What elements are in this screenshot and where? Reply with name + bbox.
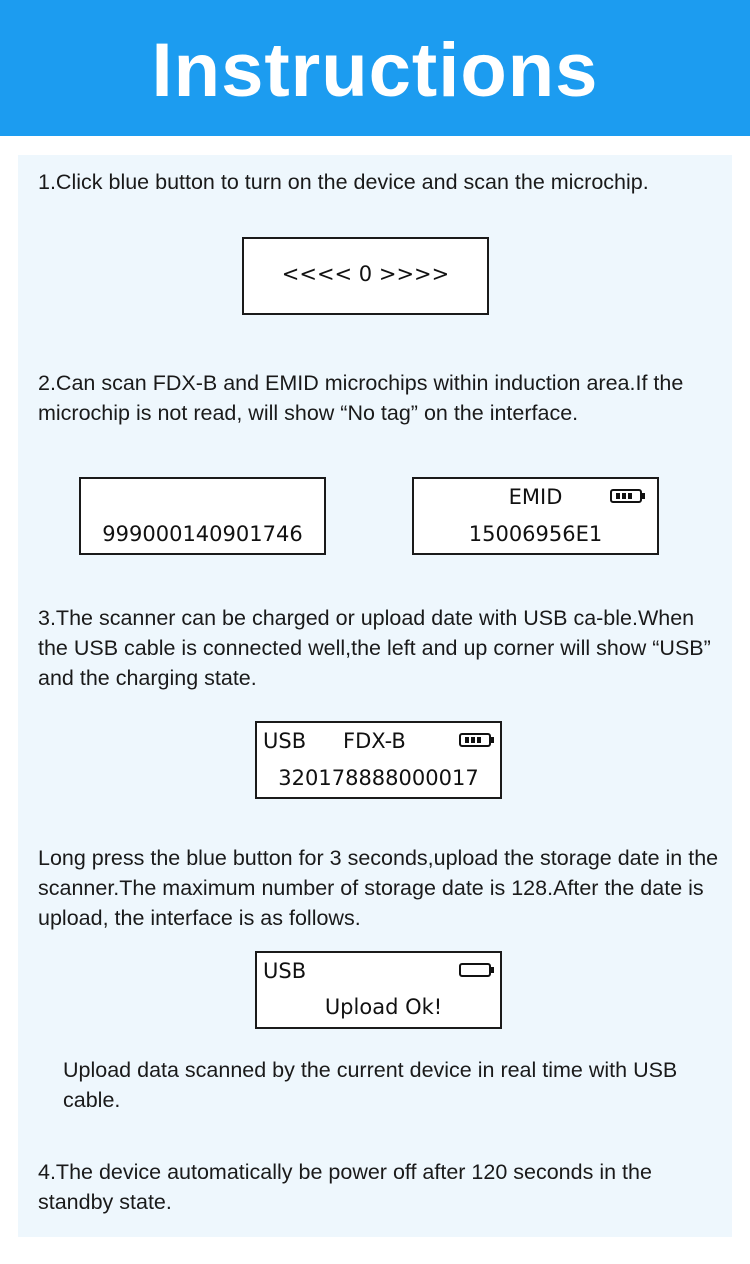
scanning-indicator: <<<< 0 >>>> <box>281 262 450 286</box>
header-banner <box>0 0 750 136</box>
usb-label: USB <box>263 959 307 983</box>
battery-icon <box>459 963 491 977</box>
fdxb-read-screen <box>79 477 326 555</box>
fdxb-chip-number: 999000140901746 <box>102 522 303 546</box>
battery-bar <box>628 493 632 499</box>
battery-bar <box>622 493 626 499</box>
upload-ok-message: Upload Ok! <box>324 995 443 1019</box>
step-2-text: 2.Can scan FDX-B and EMID microchips within induction area.If the microchip is not read, will show “No tag” on the interface. <box>38 371 684 425</box>
realtime-upload-text: Upload data scanned by the current device in real time with USB cable. <box>63 1058 678 1112</box>
emid-read-screen <box>412 477 659 555</box>
step-4-text: 4.The device automatically be power off after 120 seconds in the standby state. <box>38 1160 652 1214</box>
usb-label: USB <box>263 729 307 753</box>
emid-chip-number: 15006956E1 <box>468 522 603 546</box>
battery-bar <box>471 737 475 743</box>
usb-chip-number: 320178888000017 <box>278 766 479 790</box>
long-press-text: Long press the blue button for 3 seconds,upload the storage date in the scanner.The maximum number of storage date is 128.After the date is upload, the interface is as follows. <box>38 846 719 930</box>
battery-icon <box>610 489 642 503</box>
instructions-panel <box>18 155 732 1237</box>
battery-bar <box>465 737 469 743</box>
emid-type-label: EMID <box>508 485 563 509</box>
step-3-text: 3.The scanner can be charged or upload date with USB ca-ble.When the USB cable is connected well,the left and up corner will show “USB” and the charging state. <box>38 606 711 690</box>
usb-fdxb-screen <box>255 721 502 799</box>
battery-bar <box>477 737 481 743</box>
scanning-screen <box>242 237 489 315</box>
upload-ok-screen <box>255 951 502 1029</box>
page-title: Instructions <box>151 28 599 113</box>
step-1-text: 1.Click blue button to turn on the device and scan the microchip. <box>38 170 649 194</box>
fdxb-type-label: FDX-B <box>343 729 406 753</box>
battery-bar <box>616 493 620 499</box>
battery-icon <box>459 733 491 747</box>
